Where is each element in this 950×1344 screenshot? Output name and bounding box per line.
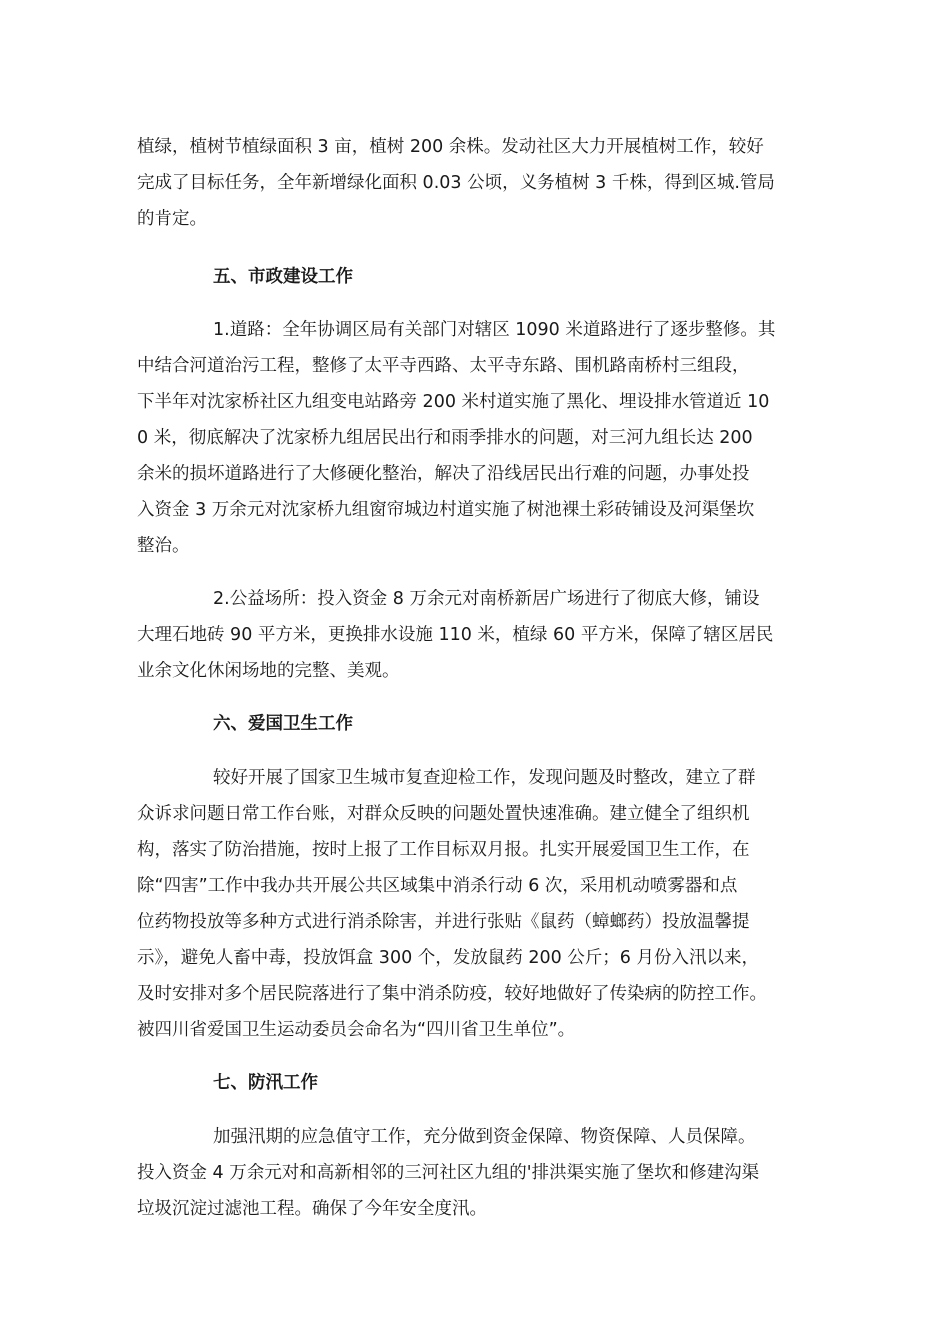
public-line-1: 2.公益场所：投入资金 8 万余元对南桥新居广场进行了彻底大修，铺设 (213, 589, 760, 609)
section-heading-7: 七、防汛工作 (213, 1073, 318, 1093)
intro-line-3: 的肯定。 (137, 209, 207, 229)
health-line-6: 示》，避免人畜中毒，投放饵盒 300 个，发放鼠药 200 公斤；6 月份入汛以来， (137, 948, 759, 968)
roads-line-6: 入资金 3 万余元对沈家桥九组窗帘城边村道实施了树池裸土彩砖铺设及河渠堡坎 (137, 500, 755, 520)
health-line-1: 较好开展了国家卫生城市复查迎检工作，发现问题及时整改，建立了群 (213, 768, 756, 788)
intro-line-1: 植绿，植树节植绿面积 3 亩，植树 200 余株。发动社区大力开展植树工作，较好 (137, 137, 764, 157)
health-line-3: 构，落实了防治措施，按时上报了工作目标双月报。扎实开展爱国卫生工作，在 (137, 840, 750, 860)
roads-line-4: 0 米，彻底解决了沈家桥九组居民出行和雨季排水的问题，对三河九组长达 200 (137, 428, 753, 448)
health-line-2: 众诉求问题日常工作台账，对群众反映的问题处置快速准确。建立健全了组织机 (137, 804, 750, 824)
roads-line-3: 下半年对沈家桥社区九组变电站路旁 200 米村道实施了黑化、埋设排水管道近 10 (137, 392, 770, 412)
flood-line-2: 投入资金 4 万余元对和高新相邻的三河社区九组的'排洪渠实施了堡坎和修建沟渠 (137, 1163, 760, 1183)
health-line-8: 被四川省爱国卫生运动委员会命名为“四川省卫生单位”。 (137, 1020, 576, 1040)
roads-line-2: 中结合河道治污工程，整修了太平寺西路、太平寺东路、围机路南桥村三组段， (137, 356, 750, 376)
section-heading-6: 六、爱国卫生工作 (213, 714, 353, 734)
health-line-7: 及时安排对多个居民院落进行了集中消杀防疫，较好地做好了传染病的防控工作。 (137, 984, 767, 1004)
intro-line-2: 完成了目标任务，全年新增绿化面积 0.03 公顷，义务植树 3 千株，得到区城.管局 (137, 173, 775, 193)
health-line-4: 除“四害”工作中我办共开展公共区域集中消杀行动 6 次，采用机动喷雾器和点 (137, 876, 738, 896)
roads-line-1: 1.道路：全年协调区局有关部门对辖区 1090 米道路进行了逐步整修。其 (213, 320, 776, 340)
health-line-5: 位药物投放等多种方式进行消杀除害，并进行张贴《鼠药（蟑螂药）投放温馨提 (137, 912, 750, 932)
flood-line-1: 加强汛期的应急值守工作，充分做到资金保障、物资保障、人员保障。 (213, 1127, 756, 1147)
roads-line-7: 整治。 (137, 536, 190, 556)
public-line-3: 业余文化休闲场地的完整、美观。 (137, 661, 400, 681)
roads-line-5: 余米的损坏道路进行了大修硬化整治，解决了沿线居民出行难的问题，办事处投 (137, 464, 750, 484)
flood-line-3: 垃圾沉淀过滤池工程。确保了今年安全度汛。 (137, 1199, 487, 1219)
section-heading-5: 五、市政建设工作 (213, 267, 353, 287)
public-line-2: 大理石地砖 90 平方米，更换排水设施 110 米，植绿 60 平方米，保障了辖区居民 (137, 625, 774, 645)
